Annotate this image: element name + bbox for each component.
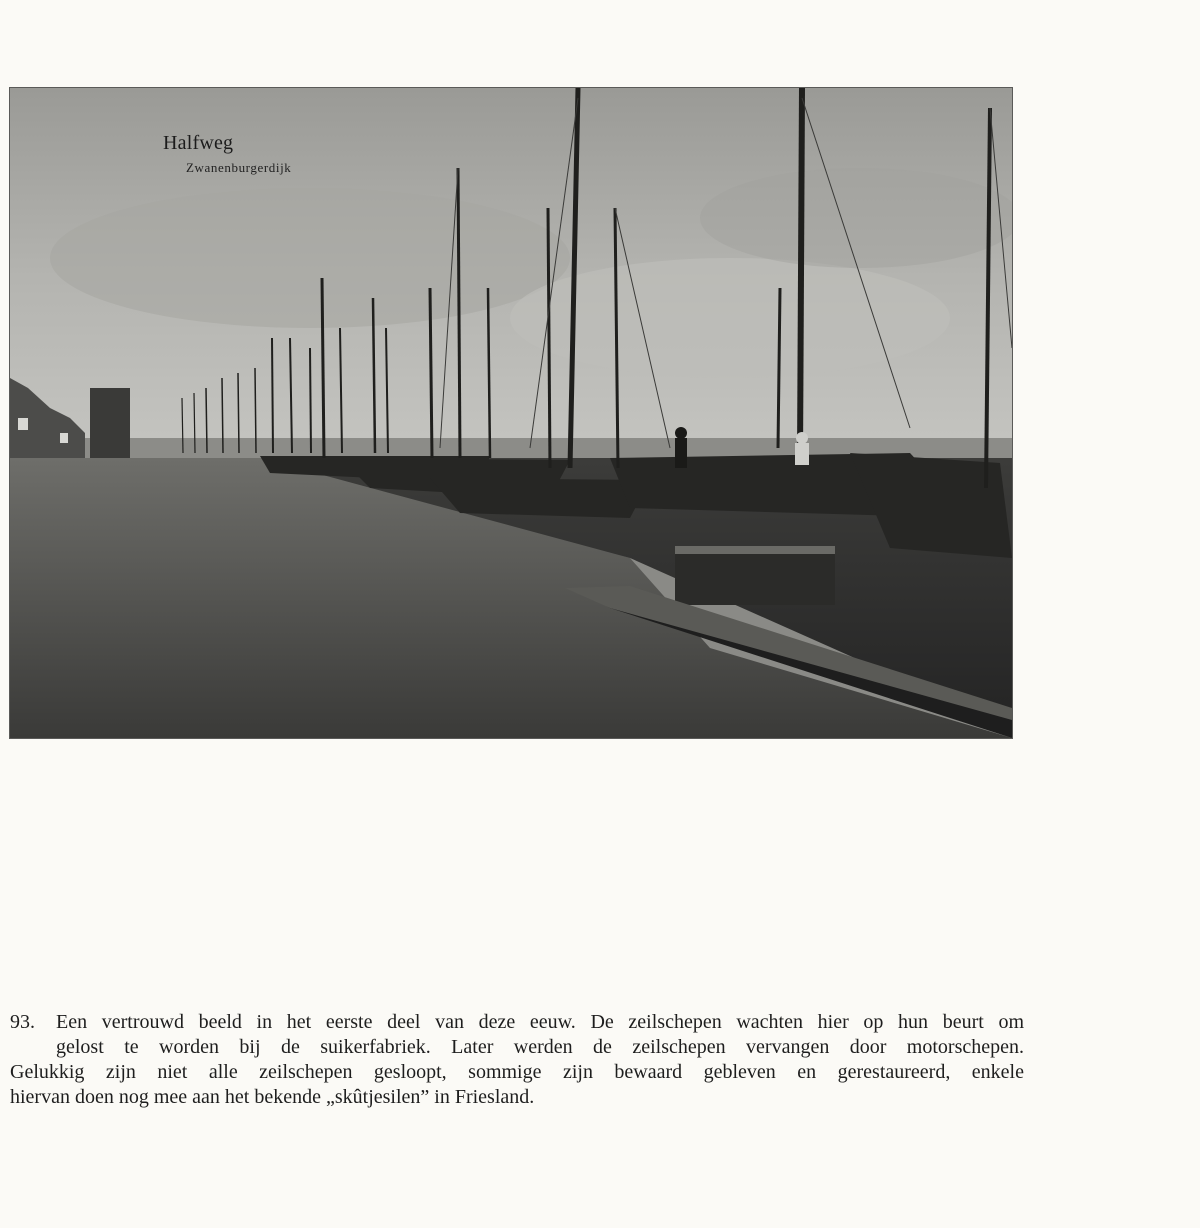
photo-scene — [10, 88, 1012, 738]
caption-line-1 — [10, 1010, 1024, 1035]
photo-subtitle: Zwanenburgerdijk — [186, 160, 292, 175]
caption-line-3: Gelukkig zijn niet alle zeilschepen gesloopt, sommige zijn bewaard gebleven en gerestaureerd, enkele — [10, 1061, 1024, 1083]
historic-photo-halfweg — [10, 88, 1012, 738]
caption-text-1: Een vertrouwd beeld in het eerste deel van deze eeuw. De zeilschepen wachten hier op hun beurt om — [56, 1011, 1024, 1033]
caption-number: 93. — [10, 1011, 35, 1033]
caption-line-2: gelost te worden bij de suikerfabriek. Later werden de zeilschepen vervangen door motorschepen. — [56, 1036, 1024, 1058]
photo-caption — [10, 1010, 1024, 1110]
photo-title: Halfweg — [163, 132, 234, 154]
caption-line-4: hiervan doen nog mee aan het bekende „skûtjesilen” in Friesland. — [10, 1086, 535, 1108]
